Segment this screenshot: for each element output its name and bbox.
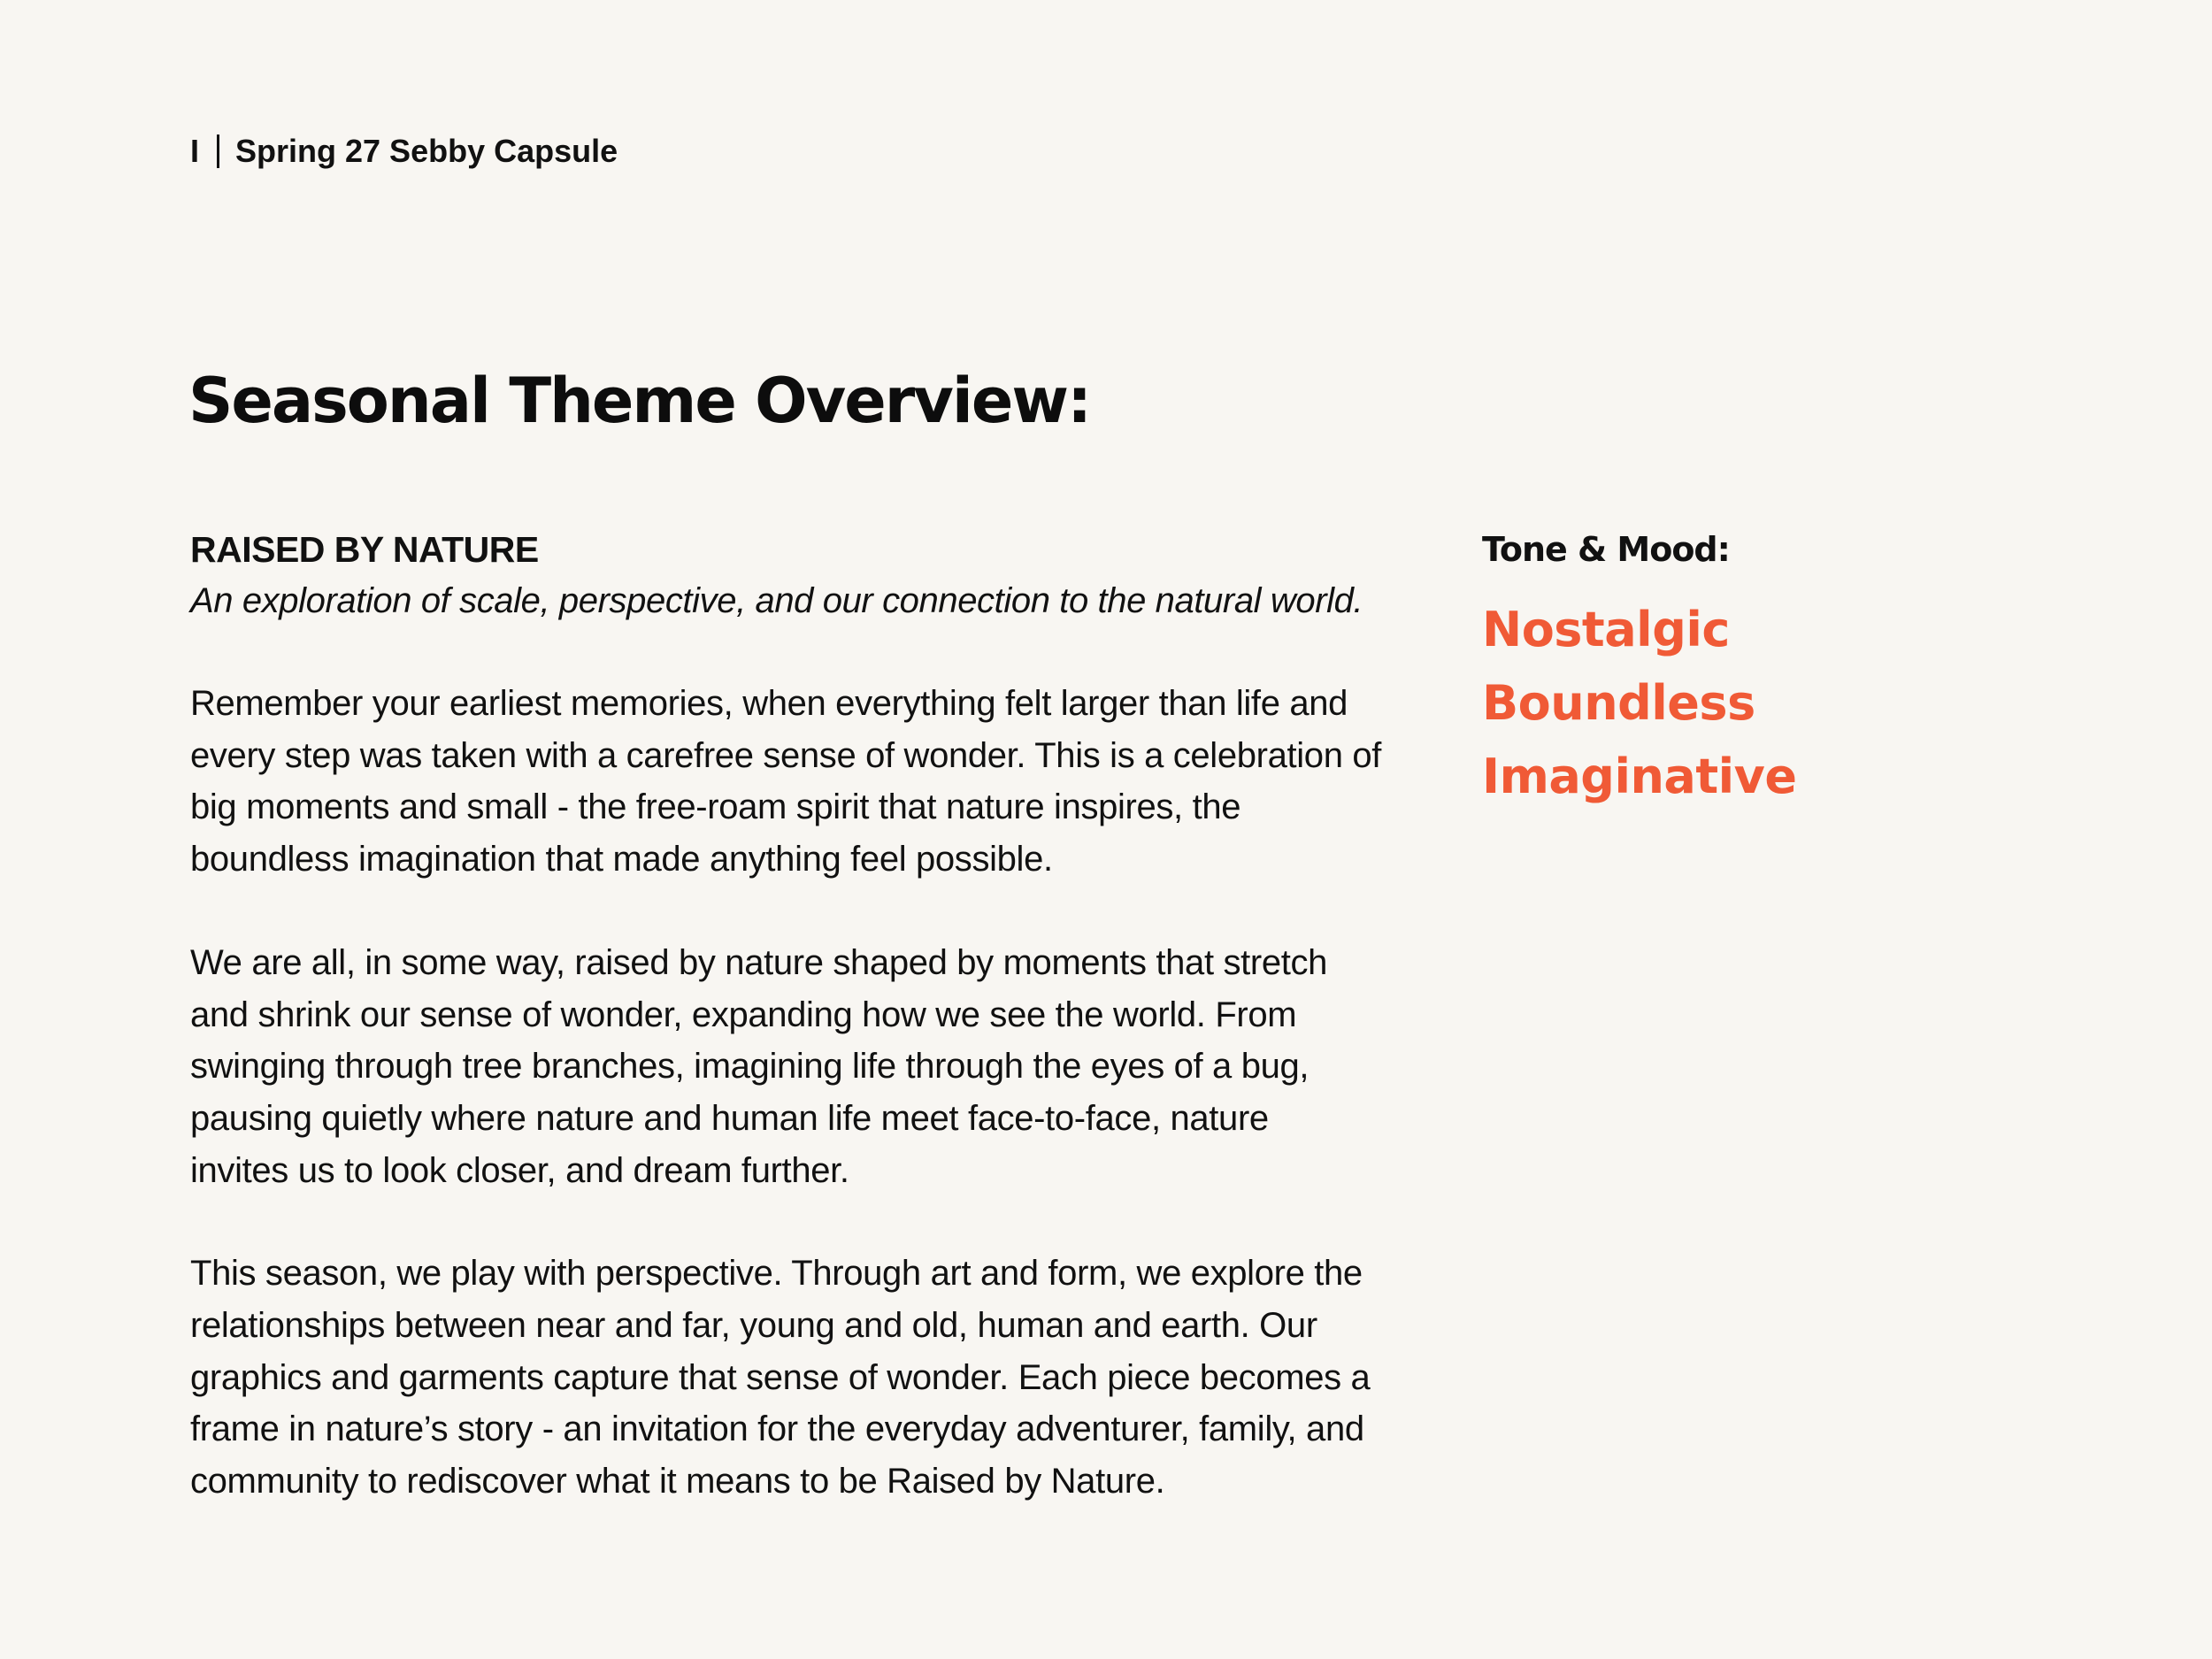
page-header (190, 131, 618, 172)
page-number: I (190, 133, 200, 169)
mood-word-imaginative: Imaginative (1482, 749, 1797, 804)
theme-overview-body (190, 524, 1429, 1508)
paragraph-line: frame in nature’s story - an invitation for the everyday adventurer, family, and (190, 1409, 1364, 1449)
paragraph-line: swinging through tree branches, imagining life through the eyes of a bug, (190, 1047, 1310, 1087)
paragraph-line: every step was taken with a carefree sense of wonder. This is a celebration of (190, 735, 1382, 775)
paragraph-line: community to rediscover what it means to be Raised by Nature. (190, 1462, 1165, 1502)
theme-name: RAISED BY NATURE (190, 529, 539, 570)
page-title: Seasonal Theme Overview: (188, 365, 1091, 437)
paragraph-line: invites us to look closer, and dream further. (190, 1150, 849, 1190)
paragraph-line: pausing quietly where nature and human life meet face-to-face, nature (190, 1098, 1269, 1138)
theme-tagline: An exploration of scale, perspective, and our connection to the natural world. (190, 581, 1363, 620)
paragraph-line: Remember your earliest memories, when everything felt larger than life and (190, 684, 1348, 723)
paragraph-3 (190, 1248, 1420, 1508)
tone-mood-panel (1482, 524, 1797, 813)
mood-word-nostalgic: Nostalgic (1482, 602, 1730, 657)
paragraph-line: big moments and small - the free-roam spirit that nature inspires, the (190, 787, 1241, 827)
tone-mood-label: Tone & Mood: (1482, 530, 1730, 569)
paragraph-2 (190, 937, 1420, 1197)
paragraph-line: We are all, in some way, raised by nature shaped by moments that stretch (190, 942, 1328, 982)
paragraph-line: graphics and garments capture that sense of wonder. Each piece becomes a (190, 1357, 1371, 1397)
paragraph-line: and shrink our sense of wonder, expanding how we see the world. From (190, 995, 1297, 1034)
paragraph-line: This season, we play with perspective. Through art and form, we explore the (190, 1254, 1363, 1294)
paragraph-1 (190, 678, 1420, 886)
header-divider (217, 134, 219, 168)
paragraph-line: relationships between near and far, young and old, human and earth. Our (190, 1306, 1317, 1346)
mood-word-boundless: Boundless (1482, 675, 1755, 731)
collection-name: Spring 27 Sebby Capsule (235, 133, 618, 169)
paragraph-line: boundless imagination that made anything feel possible. (190, 840, 1053, 879)
